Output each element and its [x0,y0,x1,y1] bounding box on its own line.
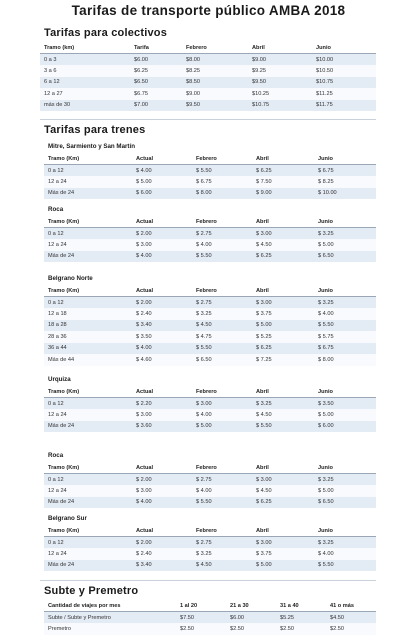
table-row [40,88,376,100]
fare-cell: $ 3.50 [318,400,334,407]
train-line-title: Belgrano Sur [48,515,87,522]
column-header: Abril [256,527,269,534]
fare-cell: $ 3.00 [256,539,272,546]
fare-cell: $ 6.00 [318,423,334,430]
row-label-cell: Más de 24 [48,562,75,569]
fare-cell: $ 3.40 [136,562,152,569]
fare-cell: $ 2.00 [136,476,152,483]
column-header: Abril [256,155,269,162]
fare-cell: $ 2.75 [196,476,212,483]
row-label-cell: 0 a 12 [48,167,64,174]
train-fares-table [44,386,376,432]
row-label-cell: 28 a 36 [48,333,67,340]
row-label-cell: más de 30 [44,102,71,109]
column-header: Febrero [196,388,217,395]
fare-cell: $ 6.50 [318,253,334,260]
divider [40,119,376,120]
fare-cell: $2.50 [180,625,194,632]
column-header: Actual [136,287,154,294]
column-header: Actual [136,218,154,225]
fare-cell: $ 5.00 [196,423,212,430]
row-label-cell: Más de 24 [48,253,75,260]
fare-cell: $ 3.25 [318,539,334,546]
column-header: Tramo (Km) [48,464,80,471]
fare-cell: $ 4.00 [196,411,212,418]
table-row [44,165,376,177]
column-header: 31 a 40 [280,602,299,609]
colectivos-table [40,42,376,111]
train-line-title: Urquiza [48,376,71,383]
fare-cell: $ 2.75 [196,230,212,237]
row-label-cell: 0 a 3 [44,56,57,63]
table-row [44,398,376,410]
fare-cell: $ 3.00 [256,476,272,483]
fare-cell: $ 5.50 [196,253,212,260]
column-header: Junio [318,527,333,534]
fare-cell: $ 3.75 [256,310,272,317]
column-header: Febrero [186,44,207,51]
fare-cell: $ 6.00 [136,190,152,197]
fare-cell: $ 2.75 [196,539,212,546]
fare-cell: $ 8.00 [196,190,212,197]
fare-cell: $ 4.00 [196,487,212,494]
table-row [44,474,376,486]
row-label-cell: 12 a 24 [48,550,67,557]
column-header: Febrero [196,155,217,162]
column-header: Junio [318,287,333,294]
column-header: Actual [136,155,154,162]
fare-cell: $ 2.40 [136,550,152,557]
column-header: Febrero [196,218,217,225]
table-header-row [44,153,376,165]
row-label-cell: Más de 24 [48,423,75,430]
row-label-cell: 12 a 18 [48,310,67,317]
fare-cell: $ 3.25 [318,476,334,483]
fare-cell: $ 6.50 [318,499,334,506]
table-row [44,497,376,509]
table-row [44,176,376,188]
fare-cell: $ 4.50 [256,241,272,248]
column-header: Tramo (Km) [48,218,80,225]
row-label-cell: 0 a 12 [48,400,64,407]
table-header-row [44,462,376,474]
table-row [44,297,376,309]
fare-cell: $11.25 [316,90,333,97]
fare-cell: $10.00 [316,56,334,63]
fare-cell: $ 7.25 [256,356,272,363]
train-line-title: Roca [48,206,64,213]
column-header: Abril [256,287,269,294]
train-fares-table [44,153,376,199]
column-header: Tramo (km) [44,44,75,51]
row-label-cell: 36 a 44 [48,345,67,352]
table-row [44,251,376,263]
fare-cell: $ 3.40 [136,322,152,329]
column-header: Junio [318,464,333,471]
column-header: Febrero [196,287,217,294]
fare-cell: $ 5.25 [256,333,272,340]
fare-cell: $ 5.50 [196,345,212,352]
column-header: Febrero [196,464,217,471]
fare-cell: $ 3.75 [256,550,272,557]
fare-cell: $4.50 [330,614,344,621]
fare-cell: $ 4.50 [256,487,272,494]
row-label-cell: 0 a 12 [48,299,64,306]
table-row [44,560,376,572]
fare-cell: $ 4.00 [136,167,152,174]
fare-cell: $ 3.00 [196,400,212,407]
fare-cell: $ 7.50 [256,178,272,185]
fare-cell: $ 3.25 [318,230,334,237]
row-label-cell: 0 a 12 [48,539,64,546]
fare-cell: $6.00 [230,614,244,621]
column-header: Junio [316,44,331,51]
fare-cell: $7.50 [180,614,194,621]
fare-cell: $ 6.25 [256,499,272,506]
fare-cell: $ 4.50 [196,322,212,329]
column-header: Abril [256,464,269,471]
table-header-row [44,216,376,228]
fare-cell: $2.50 [280,625,294,632]
row-label-cell: 0 a 12 [48,476,64,483]
row-label-cell: 18 a 28 [48,322,67,329]
table-row [44,485,376,497]
row-label-cell: 12 a 24 [48,178,67,185]
subte-section-title: Subte y Premetro [44,585,139,597]
column-header: Abril [256,218,269,225]
column-header: Tarifa [134,44,149,51]
fare-cell: $ 4.00 [136,499,152,506]
column-header: Abril [256,388,269,395]
fare-cell: $5.25 [280,614,294,621]
fare-cell: $ 10.00 [318,190,337,197]
fare-cell: $ 6.50 [196,356,212,363]
table-row [40,54,376,66]
row-label-cell: Premetro [48,625,72,632]
column-header: Actual [136,527,154,534]
fare-cell: $ 5.00 [318,487,334,494]
table-row [40,65,376,77]
fare-cell: $7.00 [134,102,148,109]
row-label-cell: 3 a 6 [44,67,57,74]
fare-cell: $6.75 [134,90,148,97]
table-row [44,421,376,433]
table-row [44,308,376,320]
column-header: Tramo (Km) [48,527,80,534]
column-header: 41 o más [330,602,354,609]
fare-cell: $ 4.00 [318,310,334,317]
train-fares-table [44,462,376,508]
fare-cell: $ 3.25 [196,310,212,317]
fare-cell: $ 6.75 [318,345,334,352]
table-row [44,548,376,560]
fare-cell: $9.00 [186,90,200,97]
row-label-cell: 12 a 24 [48,241,67,248]
fare-cell: $ 2.00 [136,299,152,306]
row-label-cell: Subte / Subte y Premetro [48,614,111,621]
page-title: Tarifas de transporte público AMBA 2018 [71,3,346,18]
table-row [44,331,376,343]
column-header: Actual [136,388,154,395]
fare-cell: $2.50 [330,625,344,632]
fare-cell: $6.25 [134,67,148,74]
row-label-cell: Más de 24 [48,190,75,197]
fare-cell: $ 8.00 [318,356,334,363]
fare-cell: $9.25 [252,67,266,74]
table-header-row [44,600,376,612]
fare-cell: $6.50 [134,79,148,86]
column-header: 21 a 30 [230,602,249,609]
table-row [44,228,376,240]
fare-cell: $ 4.00 [318,550,334,557]
trenes-section-title: Tarifas para trenes [44,124,146,136]
fare-cell: $ 5.50 [196,167,212,174]
fare-cell: $ 3.25 [256,400,272,407]
row-label-cell: Más de 24 [48,499,75,506]
fare-cell: $8.25 [186,67,200,74]
table-row [44,537,376,549]
table-row [44,239,376,251]
table-row [44,354,376,366]
fare-cell: $ 3.25 [318,299,334,306]
fare-cell: $8.50 [186,79,200,86]
train-line-title: Roca [48,452,64,459]
fare-cell: $ 3.25 [196,550,212,557]
fare-cell: $ 8.25 [318,178,334,185]
fare-cell: $ 4.50 [256,411,272,418]
table-row [44,612,376,624]
fare-cell: $2.50 [230,625,244,632]
train-line-title: Mitre, Sarmiento y San Martín [48,143,135,150]
fare-cell: $10.25 [252,90,270,97]
fare-cell: $ 3.50 [136,333,152,340]
fare-cell: $ 5.50 [256,423,272,430]
colectivos-section-title: Tarifas para colectivos [44,27,168,39]
table-header-row [44,386,376,398]
fare-cell: $9.00 [252,56,266,63]
row-label-cell: 12 a 27 [44,90,63,97]
fare-cell: $ 2.20 [136,400,152,407]
column-header: Junio [318,388,333,395]
fare-cell: $ 5.00 [318,241,334,248]
fare-cell: $ 6.75 [196,178,212,185]
row-label-cell: 0 a 12 [48,230,64,237]
fare-cell: $ 5.00 [256,562,272,569]
fare-cell: $10.75 [252,102,270,109]
fare-cell: $ 2.00 [136,230,152,237]
fare-cell: $8.00 [186,56,200,63]
row-label-cell: 6 a 12 [44,79,60,86]
fare-cell: $ 5.50 [318,322,334,329]
column-header: Junio [318,218,333,225]
fare-cell: $10.50 [316,67,334,74]
table-row [40,100,376,112]
column-header: Junio [318,155,333,162]
fare-cell: $6.00 [134,56,148,63]
fare-cell: $ 3.60 [136,423,152,430]
column-header: Abril [252,44,265,51]
train-fares-table [44,285,376,366]
column-header: Actual [136,464,154,471]
row-label-cell: 12 a 24 [48,411,67,418]
column-header: Tramo (Km) [48,287,80,294]
fare-cell: $ 5.00 [256,322,272,329]
fare-cell: $ 2.75 [196,299,212,306]
fare-cell: $ 6.25 [256,253,272,260]
column-header: Tramo (Km) [48,388,80,395]
column-header: Tramo (Km) [48,155,80,162]
fare-cell: $ 6.25 [256,345,272,352]
fare-cell: $ 3.00 [136,487,152,494]
fare-cell: $10.75 [316,79,334,86]
fare-cell: $ 4.75 [196,333,212,340]
train-line-title: Belgrano Norte [48,275,93,282]
fare-cell: $ 5.50 [318,562,334,569]
table-row [44,320,376,332]
train-fares-table [44,216,376,262]
fare-cell: $ 4.00 [136,345,152,352]
fare-cell: $ 4.60 [136,356,152,363]
table-header-row [40,42,376,54]
table-header-row [44,285,376,297]
column-header: Cantidad de viajes por mes [48,602,121,609]
table-row [44,343,376,355]
fare-cell: $ 3.00 [136,411,152,418]
column-header: Febrero [196,527,217,534]
fare-cell: $ 5.00 [318,411,334,418]
table-row [44,409,376,421]
fare-cell: $ 5.50 [196,499,212,506]
fare-cell: $ 3.00 [256,230,272,237]
fare-cell: $ 4.00 [136,253,152,260]
fare-cell: $9.50 [252,79,266,86]
divider [40,580,376,581]
train-fares-table [44,525,376,571]
fare-cell: $ 9.00 [256,190,272,197]
row-label-cell: Más de 44 [48,356,75,363]
fare-cell: $ 3.00 [136,241,152,248]
fare-cell: $ 4.50 [196,562,212,569]
fare-cell: $ 6.25 [256,167,272,174]
fare-cell: $ 2.40 [136,310,152,317]
row-label-cell: 12 a 24 [48,487,67,494]
subte-table [44,600,376,635]
fare-cell: $ 5.75 [318,333,334,340]
fare-cell: $ 6.75 [318,167,334,174]
column-header: 1 al 20 [180,602,198,609]
fare-cell: $ 5.00 [136,178,152,185]
table-header-row [44,525,376,537]
fare-cell: $9.50 [186,102,200,109]
table-row [40,77,376,89]
table-row [44,623,376,635]
fare-cell: $11.75 [316,102,333,109]
fare-cell: $ 3.00 [256,299,272,306]
table-row [44,188,376,200]
fare-cell: $ 2.00 [136,539,152,546]
fare-cell: $ 4.00 [196,241,212,248]
